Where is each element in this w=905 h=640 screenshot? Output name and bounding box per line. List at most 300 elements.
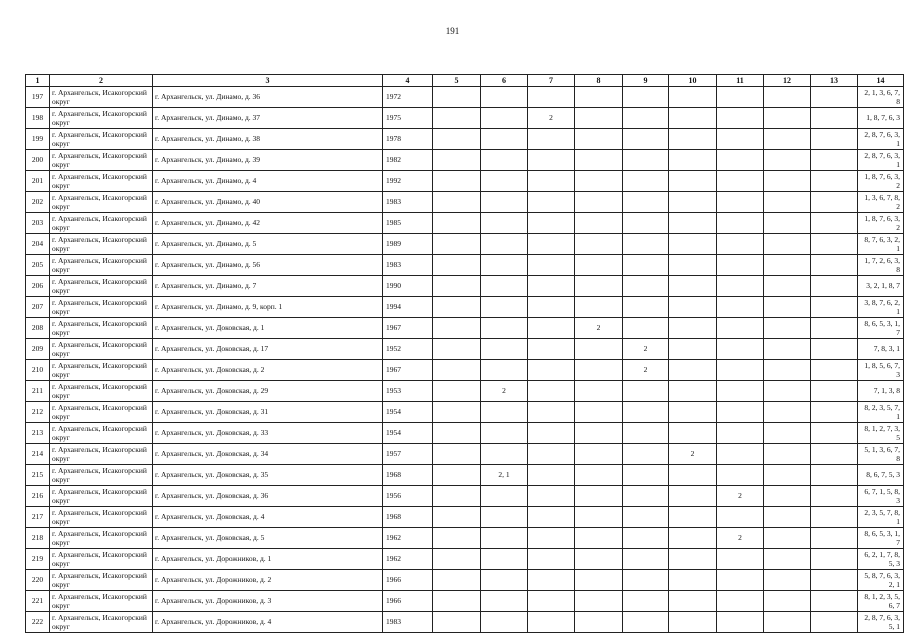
address-cell: г. Архангельск, ул. Доковская, д. 36 [153, 486, 383, 507]
row-number: 207 [26, 297, 50, 318]
col11-cell [717, 87, 764, 108]
table-row [26, 570, 904, 591]
col8-cell [575, 612, 623, 633]
col8-cell [575, 591, 623, 612]
col9-cell [623, 150, 669, 171]
col11-cell [717, 129, 764, 150]
col9-cell [623, 507, 669, 528]
col12-cell [764, 570, 811, 591]
col13-cell [811, 360, 858, 381]
col14-cell: 8, 6, 5, 3, 1, 7 [858, 528, 904, 549]
col12-cell [764, 444, 811, 465]
table-row [26, 192, 904, 213]
col11-cell [717, 339, 764, 360]
table-row [26, 171, 904, 192]
col6-cell [481, 591, 528, 612]
col5-cell [433, 192, 481, 213]
col5-cell [433, 297, 481, 318]
row-number: 214 [26, 444, 50, 465]
col13-cell [811, 192, 858, 213]
column-header-8: 8 [575, 75, 623, 87]
column-header-4: 4 [383, 75, 433, 87]
col10-cell [669, 381, 717, 402]
district-cell: г. Архангельск, Исакогорский округ [50, 255, 153, 276]
column-header-10: 10 [669, 75, 717, 87]
address-cell: г. Архангельск, ул. Доковская, д. 17 [153, 339, 383, 360]
col12-cell [764, 129, 811, 150]
row-number: 220 [26, 570, 50, 591]
address-cell: г. Архангельск, ул. Доковская, д. 2 [153, 360, 383, 381]
col7-cell [528, 591, 575, 612]
col10-cell [669, 297, 717, 318]
year-cell: 1975 [383, 108, 433, 129]
col6-cell [481, 297, 528, 318]
col9-cell [623, 591, 669, 612]
column-header-5: 5 [433, 75, 481, 87]
table-row [26, 549, 904, 570]
col11-cell [717, 402, 764, 423]
col10-cell [669, 465, 717, 486]
district-cell: г. Архангельск, Исакогорский округ [50, 108, 153, 129]
col12-cell [764, 339, 811, 360]
col8-cell [575, 234, 623, 255]
row-number: 216 [26, 486, 50, 507]
col11-cell [717, 570, 764, 591]
col11-cell: 2 [717, 486, 764, 507]
col7-cell: 2 [528, 108, 575, 129]
district-cell: г. Архангельск, Исакогорский округ [50, 213, 153, 234]
col11-cell [717, 297, 764, 318]
col9-cell [623, 612, 669, 633]
address-cell: г. Архангельск, ул. Дорожников, д. 4 [153, 612, 383, 633]
col8-cell [575, 255, 623, 276]
col9-cell [623, 381, 669, 402]
col7-cell [528, 234, 575, 255]
address-cell: г. Архангельск, ул. Доковская, д. 4 [153, 507, 383, 528]
address-cell: г. Архангельск, ул. Динамо, д. 9, корп. 1 [153, 297, 383, 318]
col11-cell [717, 423, 764, 444]
col6-cell [481, 150, 528, 171]
col10-cell: 2 [669, 444, 717, 465]
col14-cell: 8, 1, 2, 7, 3, 5 [858, 423, 904, 444]
table-row [26, 486, 904, 507]
col9-cell [623, 171, 669, 192]
col10-cell [669, 486, 717, 507]
col8-cell [575, 108, 623, 129]
col12-cell [764, 255, 811, 276]
col9-cell [623, 402, 669, 423]
column-header-7: 7 [528, 75, 575, 87]
col12-cell [764, 108, 811, 129]
col8-cell [575, 171, 623, 192]
year-cell: 1982 [383, 150, 433, 171]
col13-cell [811, 213, 858, 234]
col9-cell [623, 318, 669, 339]
col9-cell [623, 444, 669, 465]
year-cell: 1956 [383, 486, 433, 507]
table-row [26, 297, 904, 318]
col10-cell [669, 549, 717, 570]
column-header-1: 1 [26, 75, 50, 87]
table-row [26, 465, 904, 486]
col7-cell [528, 150, 575, 171]
col14-cell: 1, 8, 7, 6, 3 [858, 108, 904, 129]
col14-cell: 2, 3, 5, 7, 8, 1 [858, 507, 904, 528]
col6-cell: 2, 1 [481, 465, 528, 486]
col13-cell [811, 528, 858, 549]
col9-cell [623, 465, 669, 486]
col11-cell [717, 465, 764, 486]
district-cell: г. Архангельск, Исакогорский округ [50, 591, 153, 612]
col12-cell [764, 465, 811, 486]
col11-cell [717, 612, 764, 633]
col12-cell [764, 612, 811, 633]
row-number: 215 [26, 465, 50, 486]
table-row [26, 381, 904, 402]
col8-cell [575, 150, 623, 171]
col5-cell [433, 318, 481, 339]
row-number: 210 [26, 360, 50, 381]
address-cell: г. Архангельск, ул. Динамо, д. 56 [153, 255, 383, 276]
col7-cell [528, 360, 575, 381]
col5-cell [433, 486, 481, 507]
col14-cell: 2, 8, 7, 6, 3, 1 [858, 150, 904, 171]
col12-cell [764, 528, 811, 549]
col6-cell [481, 276, 528, 297]
col13-cell [811, 255, 858, 276]
year-cell: 1967 [383, 318, 433, 339]
col9-cell [623, 255, 669, 276]
table-row [26, 87, 904, 108]
district-cell: г. Архангельск, Исакогорский округ [50, 339, 153, 360]
col11-cell [717, 444, 764, 465]
district-cell: г. Архангельск, Исакогорский округ [50, 612, 153, 633]
year-cell: 1985 [383, 213, 433, 234]
column-header-12: 12 [764, 75, 811, 87]
table-row [26, 108, 904, 129]
col6-cell [481, 528, 528, 549]
col14-cell: 1, 8, 7, 6, 3, 2 [858, 213, 904, 234]
col13-cell [811, 402, 858, 423]
col5-cell [433, 507, 481, 528]
col11-cell [717, 213, 764, 234]
year-cell: 1968 [383, 465, 433, 486]
col6-cell [481, 255, 528, 276]
col12-cell [764, 549, 811, 570]
col13-cell [811, 549, 858, 570]
col6-cell [481, 360, 528, 381]
year-cell: 1954 [383, 423, 433, 444]
district-cell: г. Архангельск, Исакогорский округ [50, 360, 153, 381]
col5-cell [433, 255, 481, 276]
col14-cell: 1, 7, 2, 6, 3, 8 [858, 255, 904, 276]
col7-cell [528, 402, 575, 423]
address-cell: г. Архангельск, ул. Доковская, д. 1 [153, 318, 383, 339]
column-header-6: 6 [481, 75, 528, 87]
district-cell: г. Архангельск, Исакогорский округ [50, 192, 153, 213]
col7-cell [528, 507, 575, 528]
col10-cell [669, 402, 717, 423]
col13-cell [811, 570, 858, 591]
district-cell: г. Архангельск, Исакогорский округ [50, 570, 153, 591]
col7-cell [528, 129, 575, 150]
col7-cell [528, 465, 575, 486]
col9-cell [623, 297, 669, 318]
col6-cell [481, 423, 528, 444]
col12-cell [764, 318, 811, 339]
col14-cell: 8, 6, 7, 5, 3 [858, 465, 904, 486]
address-cell: г. Архангельск, ул. Доковская, д. 5 [153, 528, 383, 549]
col7-cell [528, 486, 575, 507]
col6-cell [481, 192, 528, 213]
col5-cell [433, 381, 481, 402]
col5-cell [433, 570, 481, 591]
col8-cell [575, 402, 623, 423]
address-cell: г. Архангельск, ул. Динамо, д. 37 [153, 108, 383, 129]
col8-cell [575, 528, 623, 549]
col10-cell [669, 570, 717, 591]
col13-cell [811, 444, 858, 465]
col5-cell [433, 129, 481, 150]
col14-cell: 7, 8, 3, 1 [858, 339, 904, 360]
col14-cell: 5, 8, 7, 6, 3, 2, 1 [858, 570, 904, 591]
col14-cell: 2, 8, 7, 6, 3, 5, 1 [858, 612, 904, 633]
address-cell: г. Архангельск, ул. Доковская, д. 31 [153, 402, 383, 423]
col13-cell [811, 108, 858, 129]
col9-cell [623, 549, 669, 570]
address-cell: г. Архангельск, ул. Динамо, д. 40 [153, 192, 383, 213]
col14-cell: 6, 7, 1, 5, 8, 3 [858, 486, 904, 507]
col11-cell [717, 549, 764, 570]
col6-cell [481, 549, 528, 570]
address-cell: г. Архангельск, ул. Дорожников, д. 2 [153, 570, 383, 591]
table-row [26, 255, 904, 276]
district-cell: г. Архангельск, Исакогорский округ [50, 444, 153, 465]
col11-cell [717, 591, 764, 612]
col12-cell [764, 87, 811, 108]
col5-cell [433, 549, 481, 570]
col9-cell [623, 276, 669, 297]
district-cell: г. Архангельск, Исакогорский округ [50, 507, 153, 528]
col5-cell [433, 444, 481, 465]
col5-cell [433, 423, 481, 444]
table-row [26, 360, 904, 381]
year-cell: 1962 [383, 528, 433, 549]
address-cell: г. Архангельск, ул. Доковская, д. 29 [153, 381, 383, 402]
col6-cell [481, 444, 528, 465]
col8-cell [575, 381, 623, 402]
col8-cell [575, 360, 623, 381]
district-cell: г. Архангельск, Исакогорский округ [50, 150, 153, 171]
col10-cell [669, 339, 717, 360]
year-cell: 1983 [383, 255, 433, 276]
col6-cell [481, 339, 528, 360]
row-number: 217 [26, 507, 50, 528]
col10-cell [669, 591, 717, 612]
table-row [26, 150, 904, 171]
col12-cell [764, 360, 811, 381]
table-row [26, 591, 904, 612]
col7-cell [528, 192, 575, 213]
col12-cell [764, 192, 811, 213]
col13-cell [811, 171, 858, 192]
district-cell: г. Архангельск, Исакогорский округ [50, 87, 153, 108]
col12-cell [764, 486, 811, 507]
col10-cell [669, 318, 717, 339]
row-number: 199 [26, 129, 50, 150]
table-row [26, 213, 904, 234]
col14-cell: 8, 2, 3, 5, 7, 1 [858, 402, 904, 423]
district-cell: г. Архангельск, Исакогорский округ [50, 465, 153, 486]
col8-cell [575, 297, 623, 318]
address-cell: г. Архангельск, ул. Доковская, д. 34 [153, 444, 383, 465]
year-cell: 1972 [383, 87, 433, 108]
col5-cell [433, 171, 481, 192]
col5-cell [433, 360, 481, 381]
col6-cell [481, 486, 528, 507]
col8-cell [575, 507, 623, 528]
col6-cell [481, 108, 528, 129]
table-row [26, 129, 904, 150]
year-cell: 1983 [383, 192, 433, 213]
col12-cell [764, 276, 811, 297]
district-cell: г. Архангельск, Исакогорский округ [50, 276, 153, 297]
col10-cell [669, 171, 717, 192]
col12-cell [764, 297, 811, 318]
col14-cell: 5, 1, 3, 6, 7, 8 [858, 444, 904, 465]
year-cell: 1967 [383, 360, 433, 381]
district-cell: г. Архангельск, Исакогорский округ [50, 234, 153, 255]
col14-cell: 8, 1, 2, 3, 5, 6, 7 [858, 591, 904, 612]
col8-cell [575, 129, 623, 150]
col10-cell [669, 423, 717, 444]
col7-cell [528, 528, 575, 549]
col8-cell [575, 339, 623, 360]
col14-cell: 3, 2, 1, 8, 7 [858, 276, 904, 297]
col14-cell: 6, 2, 1, 7, 8, 5, 3 [858, 549, 904, 570]
header-row [26, 75, 904, 87]
col8-cell [575, 276, 623, 297]
address-cell: г. Архангельск, ул. Дорожников, д. 1 [153, 549, 383, 570]
col7-cell [528, 297, 575, 318]
col6-cell [481, 612, 528, 633]
col10-cell [669, 213, 717, 234]
col8-cell [575, 192, 623, 213]
col5-cell [433, 402, 481, 423]
col5-cell [433, 108, 481, 129]
col5-cell [433, 150, 481, 171]
col5-cell [433, 591, 481, 612]
row-number: 218 [26, 528, 50, 549]
row-number: 206 [26, 276, 50, 297]
col13-cell [811, 486, 858, 507]
col11-cell [717, 234, 764, 255]
column-header-11: 11 [717, 75, 764, 87]
col13-cell [811, 150, 858, 171]
col14-cell: 1, 3, 6, 7, 8, 2 [858, 192, 904, 213]
district-cell: г. Архангельск, Исакогорский округ [50, 549, 153, 570]
year-cell: 1954 [383, 402, 433, 423]
col13-cell [811, 339, 858, 360]
col9-cell [623, 87, 669, 108]
address-cell: г. Архангельск, ул. Динамо, д. 36 [153, 87, 383, 108]
row-number: 222 [26, 612, 50, 633]
district-cell: г. Архангельск, Исакогорский округ [50, 129, 153, 150]
col12-cell [764, 213, 811, 234]
col5-cell [433, 612, 481, 633]
year-cell: 1966 [383, 591, 433, 612]
col8-cell [575, 570, 623, 591]
col6-cell [481, 87, 528, 108]
col7-cell [528, 318, 575, 339]
col10-cell [669, 150, 717, 171]
col11-cell [717, 108, 764, 129]
col7-cell [528, 171, 575, 192]
col7-cell [528, 213, 575, 234]
year-cell: 1989 [383, 234, 433, 255]
district-cell: г. Архангельск, Исакогорский округ [50, 381, 153, 402]
address-cell: г. Архангельск, ул. Динамо, д. 39 [153, 150, 383, 171]
row-number: 211 [26, 381, 50, 402]
year-cell: 1962 [383, 549, 433, 570]
col6-cell [481, 570, 528, 591]
district-cell: г. Архангельск, Исакогорский округ [50, 486, 153, 507]
table-row [26, 318, 904, 339]
column-header-13: 13 [811, 75, 858, 87]
col11-cell [717, 276, 764, 297]
table-row [26, 444, 904, 465]
col10-cell [669, 108, 717, 129]
year-cell: 1983 [383, 612, 433, 633]
col10-cell [669, 528, 717, 549]
year-cell: 1968 [383, 507, 433, 528]
row-number: 221 [26, 591, 50, 612]
col6-cell [481, 213, 528, 234]
col6-cell [481, 318, 528, 339]
address-cell: г. Архангельск, ул. Динамо, д. 7 [153, 276, 383, 297]
col9-cell [623, 234, 669, 255]
col8-cell [575, 87, 623, 108]
col6-cell [481, 402, 528, 423]
row-number: 208 [26, 318, 50, 339]
col9-cell [623, 423, 669, 444]
col13-cell [811, 276, 858, 297]
col11-cell: 2 [717, 528, 764, 549]
col7-cell [528, 276, 575, 297]
year-cell: 1966 [383, 570, 433, 591]
col12-cell [764, 150, 811, 171]
col5-cell [433, 276, 481, 297]
row-number: 200 [26, 150, 50, 171]
col7-cell [528, 612, 575, 633]
address-cell: г. Архангельск, ул. Динамо, д. 38 [153, 129, 383, 150]
year-cell: 1992 [383, 171, 433, 192]
col14-cell: 1, 8, 7, 6, 3, 2 [858, 171, 904, 192]
row-number: 201 [26, 171, 50, 192]
col10-cell [669, 360, 717, 381]
address-cell: г. Архангельск, ул. Дорожников, д. 3 [153, 591, 383, 612]
col11-cell [717, 318, 764, 339]
col13-cell [811, 87, 858, 108]
col13-cell [811, 507, 858, 528]
col10-cell [669, 507, 717, 528]
row-number: 212 [26, 402, 50, 423]
col8-cell [575, 213, 623, 234]
col5-cell [433, 234, 481, 255]
row-number: 198 [26, 108, 50, 129]
column-header-14: 14 [858, 75, 904, 87]
table-row [26, 402, 904, 423]
